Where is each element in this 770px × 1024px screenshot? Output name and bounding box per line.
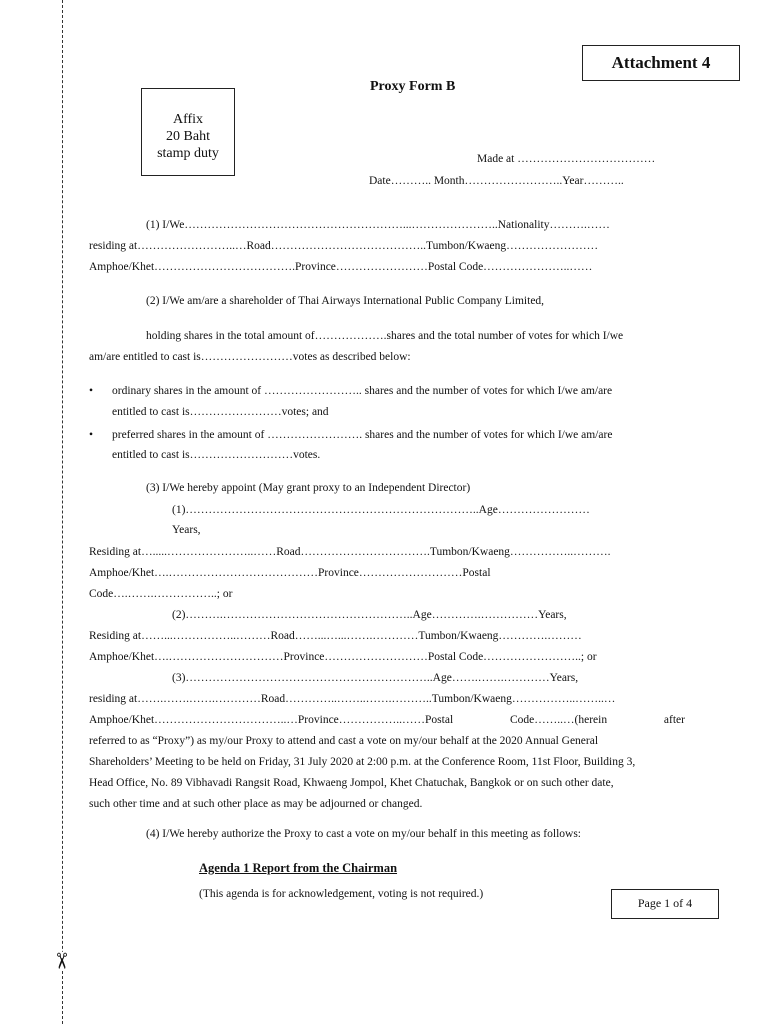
sec1-line2: residing at……………………..…Road…………………………………..Tumbon/Kwaeng…………………… (89, 240, 599, 252)
bullet-icon: • (89, 385, 94, 397)
proxy-body-1: referred to as “Proxy”) as my/our Proxy to attend and cast a vote on my/our behalf at the 2020 Annual General (89, 735, 599, 747)
proxy3-province (89, 713, 685, 727)
proxy-body-4: such other time and at such other place as may be adjourned or changed. (89, 798, 423, 810)
stamp-line-2: 20 Baht (166, 129, 210, 144)
sec2-line3: am/are entitled to cast is……………………votes as described below: (89, 351, 411, 363)
sec2-line1: (2) I/We am/are a shareholder of Thai Airways International Public Company Limited, (146, 295, 545, 307)
proxy3-code-text: Code……..…(herein (509, 714, 608, 726)
sec2-bullet1-a: ordinary shares in the amount of …………………….. shares and the number of votes for which I/we am/are (112, 385, 613, 397)
sec3-heading: (3) I/We hereby appoint (May grant proxy to an Independent Director) (146, 482, 471, 494)
sec1-line1: (1) I/We…………………………………………………...…………………..Nationality……….…… (146, 219, 610, 231)
proxy1-years: Years, (172, 524, 201, 536)
sec2-bullet1-b: entitled to cast is……………………votes; and (112, 406, 329, 418)
proxy1-name: (1)…………………………………………………………………..Age…………………… (172, 504, 590, 516)
proxy2-address: Residing at……...……………..………Road……...…...…….…………Tumbon/Kwaeng………….……… (89, 630, 582, 642)
proxy1-address: Residing at….....…………………..……Road…………………………….Tumbon/Kwaeng……………..………. (89, 546, 611, 558)
sec4-line: (4) I/We hereby authorize the Proxy to cast a vote on my/our behalf in this meeting as follows: (146, 828, 582, 840)
proxy2-province: Amphoe/Khet….…………………………Province………………………Postal Code……………………..; or (89, 651, 597, 663)
stamp-line-3: stamp duty (157, 146, 219, 161)
agenda-1-heading: Agenda 1 Report from the Chairman (199, 861, 398, 875)
date-field: Date……….. Month……………………..Year……….. (369, 175, 624, 187)
proxy3-after-text: after (663, 714, 685, 726)
sec1-line3: Amphoe/Khet……………………………….Province……………………Postal Code…………………..…… (89, 261, 593, 273)
proxy3-province-text: Amphoe/Khet……………………………..…Province……………..……Postal (89, 714, 454, 726)
cut-line (62, 0, 63, 1024)
made-at-field: Made at ……………………………… (477, 153, 656, 165)
sec2-line2: holding shares in the total amount of……………….shares and the total number of votes for which I/we (146, 330, 624, 342)
proxy1-province: Amphoe/Khet….…………………………………Province………………………Postal (89, 567, 491, 579)
sec2-bullet2-a: preferred shares in the amount of ……………………. shares and the number of votes for which I/we am/are (112, 429, 613, 441)
attachment-label: Attachment 4 (582, 45, 740, 81)
proxy2-name: (2)……….…………………………………………..Age………….……………Years, (172, 609, 567, 621)
stamp-box (141, 88, 235, 176)
page-number: Page 1 of 4 (611, 889, 719, 919)
agenda-1-note: (This agenda is for acknowledgement, voting is not required.) (199, 888, 484, 900)
bullet-icon: • (89, 429, 94, 441)
proxy3-name: (3)………………………………………………………..Age…….…….…………Years, (172, 672, 579, 684)
scissors-icon: ✂ (49, 951, 75, 971)
proxy-body-3: Head Office, No. 89 Vibhavadi Rangsit Road, Khwaeng Jompol, Khet Chatuchak, Bangkok or on such other date, (89, 777, 614, 789)
proxy-body-2: Shareholders’ Meeting to be held on Friday, 31 July 2020 at 2:00 p.m. at the Conference Room, 11st Floor, Building 3, (89, 756, 636, 768)
proxy1-postal: Code….…….……………..; or (89, 588, 233, 600)
form-title: Proxy Form B (370, 79, 456, 94)
sec2-bullet2-b: entitled to cast is………………………votes. (112, 449, 321, 461)
stamp-line-1: Affix (172, 112, 204, 127)
proxy3-address: residing at…….…….…….…………Road…………..……..…….………..Tumbon/Kwaeng……………..……..… (89, 693, 616, 705)
